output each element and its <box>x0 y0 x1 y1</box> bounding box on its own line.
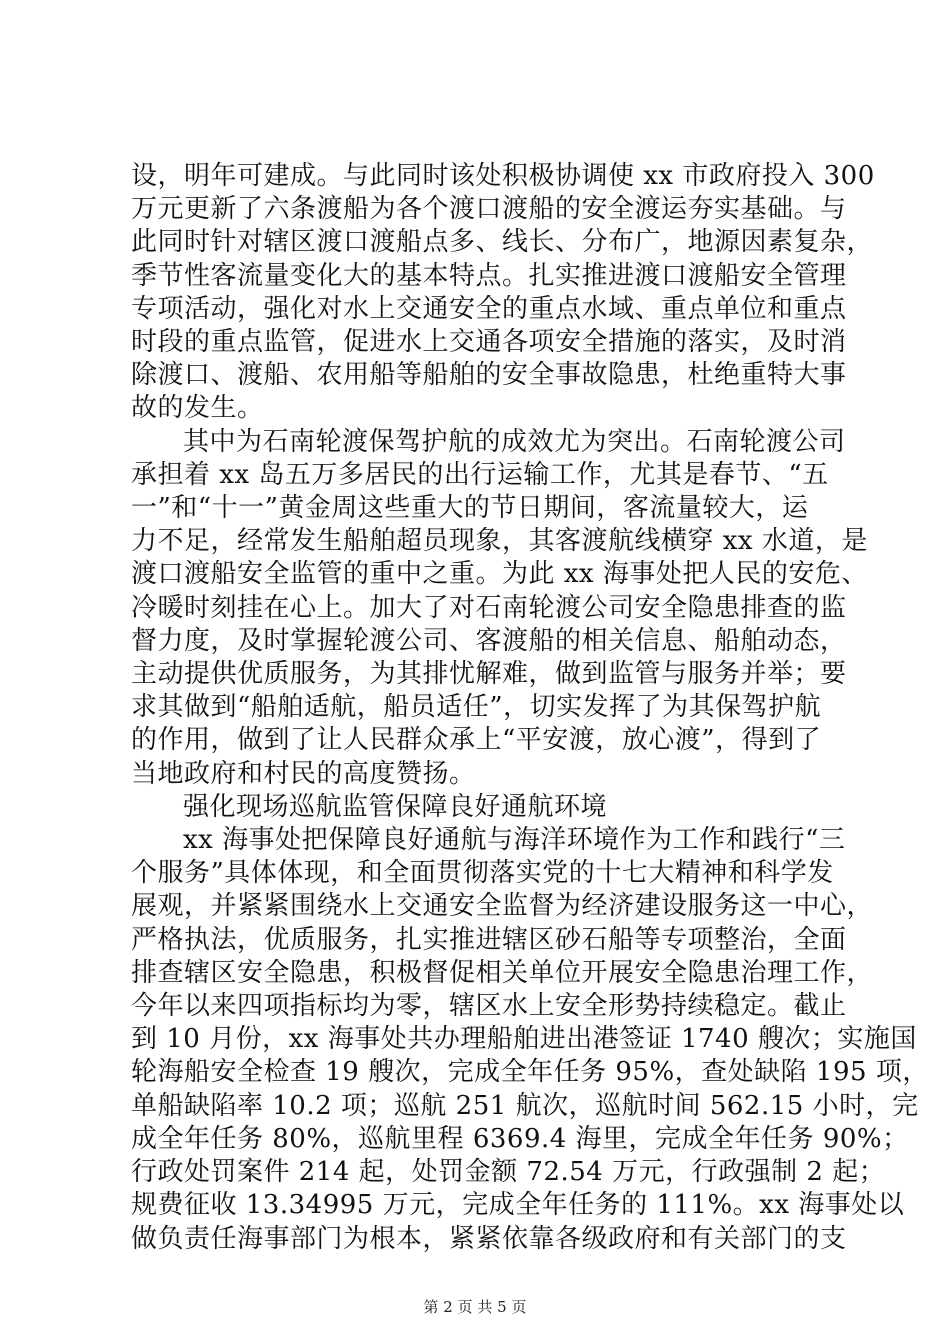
paragraph <box>131 160 875 426</box>
document-body <box>131 160 929 1256</box>
text-line: 一”和“十一”黄金周这些重大的节日期间，客流量较大，运 <box>131 493 809 524</box>
text-line: 规费征收 13.34995 万元，完成全年任务的 111%。xx 海事处以 <box>131 1190 905 1221</box>
text-line: 督力度，及时掌握轮渡公司、客渡船的相关信息、船舶动态， <box>131 625 847 656</box>
text-line: 除渡口、渡船、农用船等船舶的安全事故隐患，杜绝重特大事 <box>131 360 847 391</box>
text-line: 求其做到“船舶适航，船员适任”，切实发挥了为其保驾护航 <box>131 692 822 723</box>
text-line: 其中为石南轮渡保驾护航的成效尤为突出。石南轮渡公司 <box>183 426 846 457</box>
text-line: 排查辖区安全隐患，积极督促相关单位开展安全隐患治理工作， <box>131 957 874 988</box>
text-line: 冷暖时刻挂在心上。加大了对石南轮渡公司安全隐患排查的监 <box>131 592 847 623</box>
text-line: 时段的重点监管，促进水上交通各项安全措施的落实，及时消 <box>131 327 847 358</box>
text-line: 严格执法，优质服务，扎实推进辖区砂石船等专项整治，全面 <box>131 924 847 955</box>
text-line: 行政处罚案件 214 起，处罚金额 72.54 万元，行政强制 2 起； <box>131 1157 886 1188</box>
paragraph <box>131 426 868 791</box>
text-line: 设，明年可建成。与此同时该处积极协调使 xx 市政府投入 300 <box>131 161 875 191</box>
text-line: 专项活动，强化对水上交通安全的重点水域、重点单位和重点 <box>131 293 847 324</box>
text-line: 此同时针对辖区渡口渡船点多、线长、分布广，地源因素复杂， <box>131 227 874 258</box>
text-line: 万元更新了六条渡船为各个渡口渡船的安全渡运夯实基础。与 <box>131 194 847 225</box>
text-line: 故的发生。 <box>131 393 264 424</box>
text-line: 季节性客流量变化大的基本特点。扎实推进渡口渡船安全管理 <box>131 260 847 291</box>
paragraph <box>131 824 929 1256</box>
page-number-footer: 第 2 页 共 5 页 <box>423 1298 527 1316</box>
section-heading: 强化现场巡航监管保障良好通航环境 <box>183 791 608 822</box>
text-line: 承担着 xx 岛五万多居民的出行运输工作，尤其是春节、“五 <box>131 459 829 490</box>
text-line: 今年以来四项指标均为零，辖区水上安全形势持续稳定。截止 <box>131 991 847 1022</box>
text-line: 当地政府和村民的高度赞扬。 <box>131 758 476 789</box>
text-line: 主动提供优质服务，为其排忧解难，做到监管与服务并举；要 <box>131 659 847 690</box>
text-line: 展观，并紧紧围绕水上交通安全监督为经济建设服务这一中心， <box>131 891 874 922</box>
text-line: 做负责任海事部门为根本，紧紧依靠各级政府和有关部门的支 <box>131 1223 847 1254</box>
text-line: 到 10 月份，xx 海事处共办理船舶进出港签证 1740 艘次；实施国 <box>131 1024 917 1055</box>
text-line: 轮海船安全检查 19 艘次，完成全年任务 95%，查处缺陷 195 项， <box>131 1057 929 1088</box>
text-line: xx 海事处把保障良好通航与海洋环境作为工作和践行“三 <box>183 825 846 856</box>
text-line: 渡口渡船安全监管的重中之重。为此 xx 海事处把人民的安危、 <box>131 559 868 590</box>
text-line: 力不足，经常发生船舶超员现象，其客渡航线横穿 xx 水道，是 <box>131 526 868 557</box>
text-line: 的作用，做到了让人民群众承上“平安渡，放心渡”，得到了 <box>131 725 822 756</box>
text-line: 个服务”具体体现，和全面贯彻落实党的十七大精神和科学发 <box>131 858 834 889</box>
text-line: 单船缺陷率 10.2 项；巡航 251 航次，巡航时间 562.15 小时，完 <box>131 1090 919 1121</box>
text-line: 成全年任务 80%，巡航里程 6369.4 海里，完成全年任务 90%； <box>131 1123 909 1154</box>
